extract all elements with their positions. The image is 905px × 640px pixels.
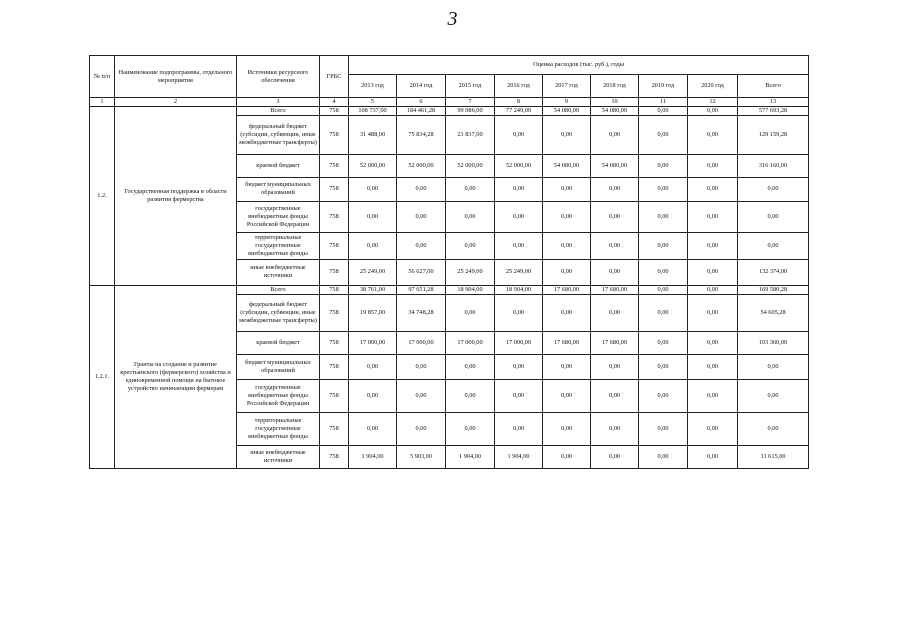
- year-value: 0,00: [591, 201, 639, 232]
- total-value: 577 693,28: [738, 106, 809, 115]
- section-number: 1.2.1.: [90, 285, 115, 468]
- funding-source: территориальные государственные внебюджетные фонды: [237, 232, 320, 259]
- year-value: 0,00: [543, 379, 591, 412]
- year-value: 0,00: [446, 177, 495, 201]
- year-value: 0,00: [349, 354, 397, 379]
- grbs-code: 758: [320, 259, 349, 285]
- total-value: 0,00: [738, 354, 809, 379]
- column-number: 2: [115, 98, 237, 107]
- total-value: 0,00: [738, 379, 809, 412]
- year-value: 0,00: [688, 294, 738, 331]
- year-value: 0,00: [688, 354, 738, 379]
- year-value: 0,00: [639, 354, 688, 379]
- column-number: 11: [639, 98, 688, 107]
- grbs-code: 758: [320, 354, 349, 379]
- grbs-code: 758: [320, 115, 349, 154]
- funding-source: государственные внебюджетные фонды Российской Федерации: [237, 201, 320, 232]
- grbs-code: 758: [320, 379, 349, 412]
- year-value: 0,00: [543, 232, 591, 259]
- year-value: 77 249,00: [495, 106, 543, 115]
- year-value: 0,00: [495, 201, 543, 232]
- year-value: 17 000,00: [495, 331, 543, 354]
- column-number: 5: [349, 98, 397, 107]
- year-value: 54 080,00: [543, 154, 591, 177]
- year-value: 0,00: [543, 445, 591, 468]
- year-value: 21 837,00: [446, 115, 495, 154]
- funding-source: государственные внебюджетные фонды Российской Федерации: [237, 379, 320, 412]
- header-year: Всего: [738, 75, 809, 98]
- total-value: 0,00: [738, 201, 809, 232]
- table-row: [90, 106, 809, 115]
- year-value: 0,00: [397, 412, 446, 445]
- year-value: 17 680,00: [543, 331, 591, 354]
- grbs-code: 758: [320, 201, 349, 232]
- year-value: 0,00: [688, 106, 738, 115]
- grbs-code: 758: [320, 294, 349, 331]
- section-name: Государственная поддержка в области развития фермерства: [115, 106, 237, 285]
- column-number: 13: [738, 98, 809, 107]
- year-value: 0,00: [349, 232, 397, 259]
- year-value: 0,00: [495, 412, 543, 445]
- year-value: 0,00: [688, 177, 738, 201]
- total-value: 132 374,00: [738, 259, 809, 285]
- header-num: № п/п: [90, 56, 115, 98]
- year-value: 17 000,00: [397, 331, 446, 354]
- year-value: 0,00: [543, 201, 591, 232]
- year-value: 17 680,00: [543, 285, 591, 294]
- year-value: 0,00: [639, 259, 688, 285]
- year-value: 0,00: [688, 154, 738, 177]
- grbs-code: 758: [320, 445, 349, 468]
- year-value: 0,00: [495, 115, 543, 154]
- funding-source: краевой бюджет: [237, 154, 320, 177]
- year-value: 0,00: [688, 201, 738, 232]
- year-value: 0,00: [349, 412, 397, 445]
- column-number: 12: [688, 98, 738, 107]
- year-value: 0,00: [639, 294, 688, 331]
- total-value: 54 605,28: [738, 294, 809, 331]
- year-value: 17 680,00: [591, 285, 639, 294]
- funding-source: иные внебюджетные источники: [237, 445, 320, 468]
- total-value: 103 360,00: [738, 331, 809, 354]
- funding-source: Всего: [237, 106, 320, 115]
- year-value: 52 000,00: [446, 154, 495, 177]
- funding-source: бюджет муниципальных образований: [237, 177, 320, 201]
- year-value: 0,00: [591, 115, 639, 154]
- year-value: 0,00: [688, 285, 738, 294]
- year-value: 38 761,00: [349, 285, 397, 294]
- year-value: 0,00: [591, 445, 639, 468]
- grbs-code: 758: [320, 177, 349, 201]
- grbs-code: 758: [320, 412, 349, 445]
- year-value: 0,00: [446, 232, 495, 259]
- year-value: 0,00: [639, 154, 688, 177]
- total-value: 129 159,28: [738, 115, 809, 154]
- section-name: Гранты на создание и развитие крестьянского (фермерского) хозяйства и единовременной помощи на бытовое устройство начинающим фермерам: [115, 285, 237, 468]
- year-value: 0,00: [349, 379, 397, 412]
- year-value: 0,00: [397, 232, 446, 259]
- budget-table: [89, 55, 809, 469]
- year-value: 0,00: [543, 294, 591, 331]
- year-value: 54 080,00: [543, 106, 591, 115]
- year-value: 0,00: [591, 232, 639, 259]
- year-value: 25 249,00: [495, 259, 543, 285]
- year-value: 18 904,00: [446, 285, 495, 294]
- header-year: 2013 год: [349, 75, 397, 98]
- header-name: Наименование подпрограммы, отдельного мероприятия: [115, 56, 237, 98]
- year-value: 52 000,00: [495, 154, 543, 177]
- year-value: 52 000,00: [397, 154, 446, 177]
- year-value: 0,00: [639, 379, 688, 412]
- year-value: 0,00: [639, 285, 688, 294]
- year-value: 0,00: [639, 445, 688, 468]
- year-value: 0,00: [446, 379, 495, 412]
- year-value: 1 904,00: [349, 445, 397, 468]
- year-value: 0,00: [688, 232, 738, 259]
- year-value: 0,00: [639, 331, 688, 354]
- year-value: 97 651,28: [397, 285, 446, 294]
- year-value: 0,00: [397, 201, 446, 232]
- funding-source: федеральный бюджет (субсидии, субвенции, иные межбюджетные трансферты): [237, 115, 320, 154]
- year-value: 0,00: [639, 201, 688, 232]
- header-estimate: Оценка расходов (тыс. руб.), годы: [349, 56, 809, 75]
- section-number: 1.2.: [90, 106, 115, 285]
- year-value: 5 903,00: [397, 445, 446, 468]
- funding-source: федеральный бюджет (субсидии, субвенции, иные межбюджетные трансферты): [237, 294, 320, 331]
- funding-source: территориальные государственные внебюджетные фонды: [237, 412, 320, 445]
- header-source: Источники ресурсного обеспечения: [237, 56, 320, 98]
- column-number: 6: [397, 98, 446, 107]
- year-value: 25 249,00: [446, 259, 495, 285]
- page-number: 3: [447, 8, 458, 30]
- funding-source: иные внебюджетные источники: [237, 259, 320, 285]
- header-year: 2017 год: [543, 75, 591, 98]
- year-value: 75 834,28: [397, 115, 446, 154]
- year-value: 1 904,00: [446, 445, 495, 468]
- grbs-code: 758: [320, 285, 349, 294]
- year-value: 0,00: [639, 232, 688, 259]
- year-value: 0,00: [495, 379, 543, 412]
- year-value: 17 680,00: [591, 331, 639, 354]
- header-grbs: ГРБС: [320, 56, 349, 98]
- year-value: 54 080,00: [591, 106, 639, 115]
- header-year: 2015 год: [446, 75, 495, 98]
- total-value: 316 160,00: [738, 154, 809, 177]
- year-value: 0,00: [591, 412, 639, 445]
- total-value: 169 580,28: [738, 285, 809, 294]
- year-value: 0,00: [397, 177, 446, 201]
- year-value: 0,00: [688, 412, 738, 445]
- year-value: 56 627,00: [397, 259, 446, 285]
- grbs-code: 758: [320, 154, 349, 177]
- year-value: 0,00: [591, 354, 639, 379]
- year-value: 0,00: [446, 354, 495, 379]
- year-value: 0,00: [543, 354, 591, 379]
- year-value: 0,00: [495, 177, 543, 201]
- total-value: 0,00: [738, 232, 809, 259]
- column-number: 10: [591, 98, 639, 107]
- year-value: 108 737,00: [349, 106, 397, 115]
- year-value: 0,00: [591, 294, 639, 331]
- grbs-code: 758: [320, 232, 349, 259]
- year-value: 0,00: [543, 177, 591, 201]
- year-value: 0,00: [591, 177, 639, 201]
- year-value: 0,00: [349, 177, 397, 201]
- year-value: 18 904,00: [495, 285, 543, 294]
- year-value: 0,00: [495, 294, 543, 331]
- column-number: 4: [320, 98, 349, 107]
- year-value: 99 086,00: [446, 106, 495, 115]
- column-number: 1: [90, 98, 115, 107]
- column-number: 9: [543, 98, 591, 107]
- funding-source: бюджет муниципальных образований: [237, 354, 320, 379]
- year-value: 0,00: [639, 412, 688, 445]
- year-value: 17 000,00: [349, 331, 397, 354]
- year-value: 0,00: [446, 412, 495, 445]
- funding-source: Всего: [237, 285, 320, 294]
- year-value: 0,00: [591, 379, 639, 412]
- header-year: 2020 год: [688, 75, 738, 98]
- header-year: 2016 год: [495, 75, 543, 98]
- table-row: [90, 285, 809, 294]
- total-value: 11 615,00: [738, 445, 809, 468]
- year-value: 184 461,28: [397, 106, 446, 115]
- year-value: 0,00: [543, 412, 591, 445]
- total-value: 0,00: [738, 412, 809, 445]
- header-year: 2014 год: [397, 75, 446, 98]
- year-value: 0,00: [688, 331, 738, 354]
- year-value: 0,00: [446, 294, 495, 331]
- year-value: 25 249,00: [349, 259, 397, 285]
- year-value: 31 488,00: [349, 115, 397, 154]
- column-number: 7: [446, 98, 495, 107]
- year-value: 0,00: [543, 115, 591, 154]
- funding-source: краевой бюджет: [237, 331, 320, 354]
- header-year: 2019 год: [639, 75, 688, 98]
- year-value: 0,00: [688, 259, 738, 285]
- grbs-code: 758: [320, 331, 349, 354]
- year-value: 34 748,28: [397, 294, 446, 331]
- year-value: 17 000,00: [446, 331, 495, 354]
- year-value: 0,00: [349, 201, 397, 232]
- column-number: 3: [237, 98, 320, 107]
- year-value: 0,00: [639, 115, 688, 154]
- total-value: 0,00: [738, 177, 809, 201]
- year-value: 0,00: [591, 259, 639, 285]
- year-value: 54 080,00: [591, 154, 639, 177]
- year-value: 0,00: [688, 115, 738, 154]
- year-value: 19 857,00: [349, 294, 397, 331]
- year-value: 0,00: [639, 177, 688, 201]
- year-value: 0,00: [495, 232, 543, 259]
- year-value: 0,00: [639, 106, 688, 115]
- year-value: 0,00: [495, 354, 543, 379]
- year-value: 0,00: [543, 259, 591, 285]
- year-value: 0,00: [397, 379, 446, 412]
- year-value: 52 000,00: [349, 154, 397, 177]
- year-value: 1 904,00: [495, 445, 543, 468]
- year-value: 0,00: [397, 354, 446, 379]
- year-value: 0,00: [446, 201, 495, 232]
- year-value: 0,00: [688, 379, 738, 412]
- grbs-code: 758: [320, 106, 349, 115]
- year-value: 0,00: [688, 445, 738, 468]
- column-number: 8: [495, 98, 543, 107]
- header-year: 2018 год: [591, 75, 639, 98]
